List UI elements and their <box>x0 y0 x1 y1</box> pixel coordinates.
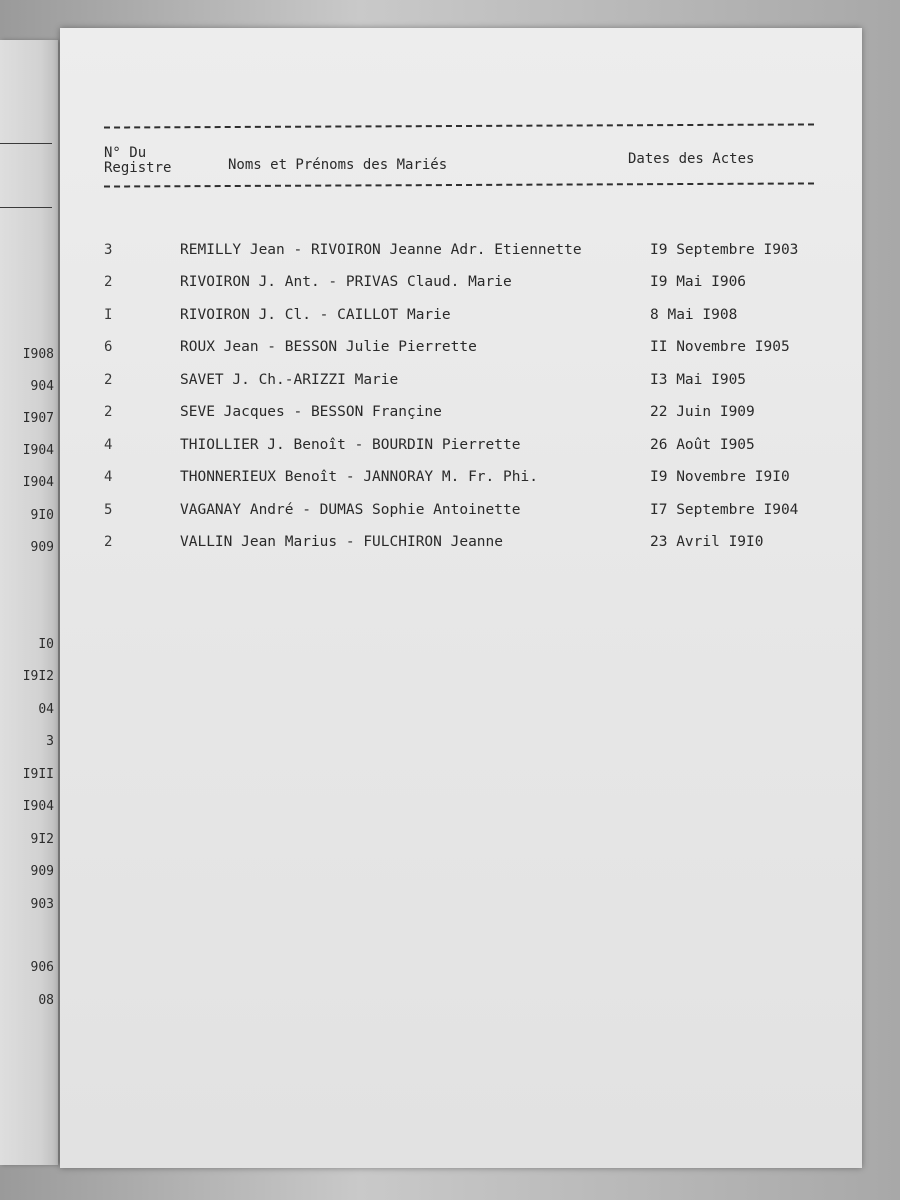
act-date: 22 Juin I909 <box>650 404 755 420</box>
left-page-year: 909 <box>30 540 54 555</box>
left-page-year: I908 <box>22 347 54 362</box>
act-date: 8 Mai I908 <box>650 307 738 323</box>
act-date: I9 Novembre I9I0 <box>650 469 790 485</box>
register-page <box>60 28 862 1168</box>
left-page-year: 3 <box>46 734 54 749</box>
couple-names: RIVOIRON J. Ant. - PRIVAS Claud. Marie <box>180 274 512 290</box>
act-date: I9 Mai I906 <box>650 274 747 290</box>
header-number-line2: Registre <box>104 160 172 176</box>
header-number-line1: N° Du <box>104 145 147 161</box>
register-row <box>60 339 862 361</box>
register-number: 2 <box>104 404 113 420</box>
left-page-year: I904 <box>22 443 54 458</box>
register-number: 2 <box>104 274 113 290</box>
act-date: II Novembre I905 <box>650 339 790 355</box>
left-page-year: 906 <box>30 960 54 975</box>
register-row <box>60 307 862 329</box>
header-top-rule <box>104 123 814 128</box>
left-page-year: I904 <box>22 475 54 490</box>
couple-names: SAVET J. Ch.-ARIZZI Marie <box>180 372 399 388</box>
left-page-year: 9I2 <box>30 832 54 847</box>
couple-names: SEVE Jacques - BESSON Françine <box>180 404 442 420</box>
left-adjacent-page <box>0 40 58 1165</box>
register-number: 6 <box>104 339 113 355</box>
register-row <box>60 469 862 491</box>
register-number: I <box>104 307 113 323</box>
couple-names: RIVOIRON J. Cl. - CAILLOT Marie <box>180 307 451 323</box>
register-row <box>60 274 862 296</box>
left-page-rule <box>0 143 52 144</box>
register-number: 3 <box>104 242 113 258</box>
register-row <box>60 242 862 264</box>
left-page-year: I9II <box>22 767 54 782</box>
register-number: 4 <box>104 437 113 453</box>
left-page-year: I9I2 <box>22 669 54 684</box>
left-page-year: 909 <box>30 864 54 879</box>
header-names: Noms et Prénoms des Mariés <box>228 157 448 173</box>
register-row <box>60 437 862 459</box>
couple-names: VAGANAY André - DUMAS Sophie Antoinette <box>180 502 521 518</box>
left-page-year: 08 <box>38 993 54 1008</box>
register-number: 2 <box>104 534 113 550</box>
register-row <box>60 404 862 426</box>
couple-names: REMILLY Jean - RIVOIRON Jeanne Adr. Etiennette <box>180 242 582 258</box>
couple-names: THIOLLIER J. Benoît - BOURDIN Pierrette <box>180 437 521 453</box>
register-number: 2 <box>104 372 113 388</box>
register-number: 5 <box>104 502 113 518</box>
left-page-year: I904 <box>22 799 54 814</box>
left-page-year: I907 <box>22 411 54 426</box>
header-bottom-rule <box>104 182 814 187</box>
act-date: 23 Avril I9I0 <box>650 534 764 550</box>
left-page-year: 9I0 <box>30 508 54 523</box>
left-page-year: 903 <box>30 897 54 912</box>
register-row <box>60 502 862 524</box>
act-date: I3 Mai I905 <box>650 372 747 388</box>
act-date: I7 Septembre I904 <box>650 502 799 518</box>
left-page-rule <box>0 207 52 208</box>
left-page-year: 04 <box>38 702 54 717</box>
couple-names: ROUX Jean - BESSON Julie Pierrette <box>180 339 477 355</box>
act-date: 26 Août I905 <box>650 437 755 453</box>
header-register-number <box>104 146 171 176</box>
act-date: I9 Septembre I903 <box>650 242 799 258</box>
register-row <box>60 534 862 556</box>
left-page-year: I0 <box>38 637 54 652</box>
left-page-year: 904 <box>30 379 54 394</box>
register-number: 4 <box>104 469 113 485</box>
header-dates: Dates des Actes <box>628 151 755 167</box>
register-row <box>60 372 862 394</box>
couple-names: VALLIN Jean Marius - FULCHIRON Jeanne <box>180 534 504 550</box>
couple-names: THONNERIEUX Benoît - JANNORAY M. Fr. Phi. <box>180 469 538 485</box>
